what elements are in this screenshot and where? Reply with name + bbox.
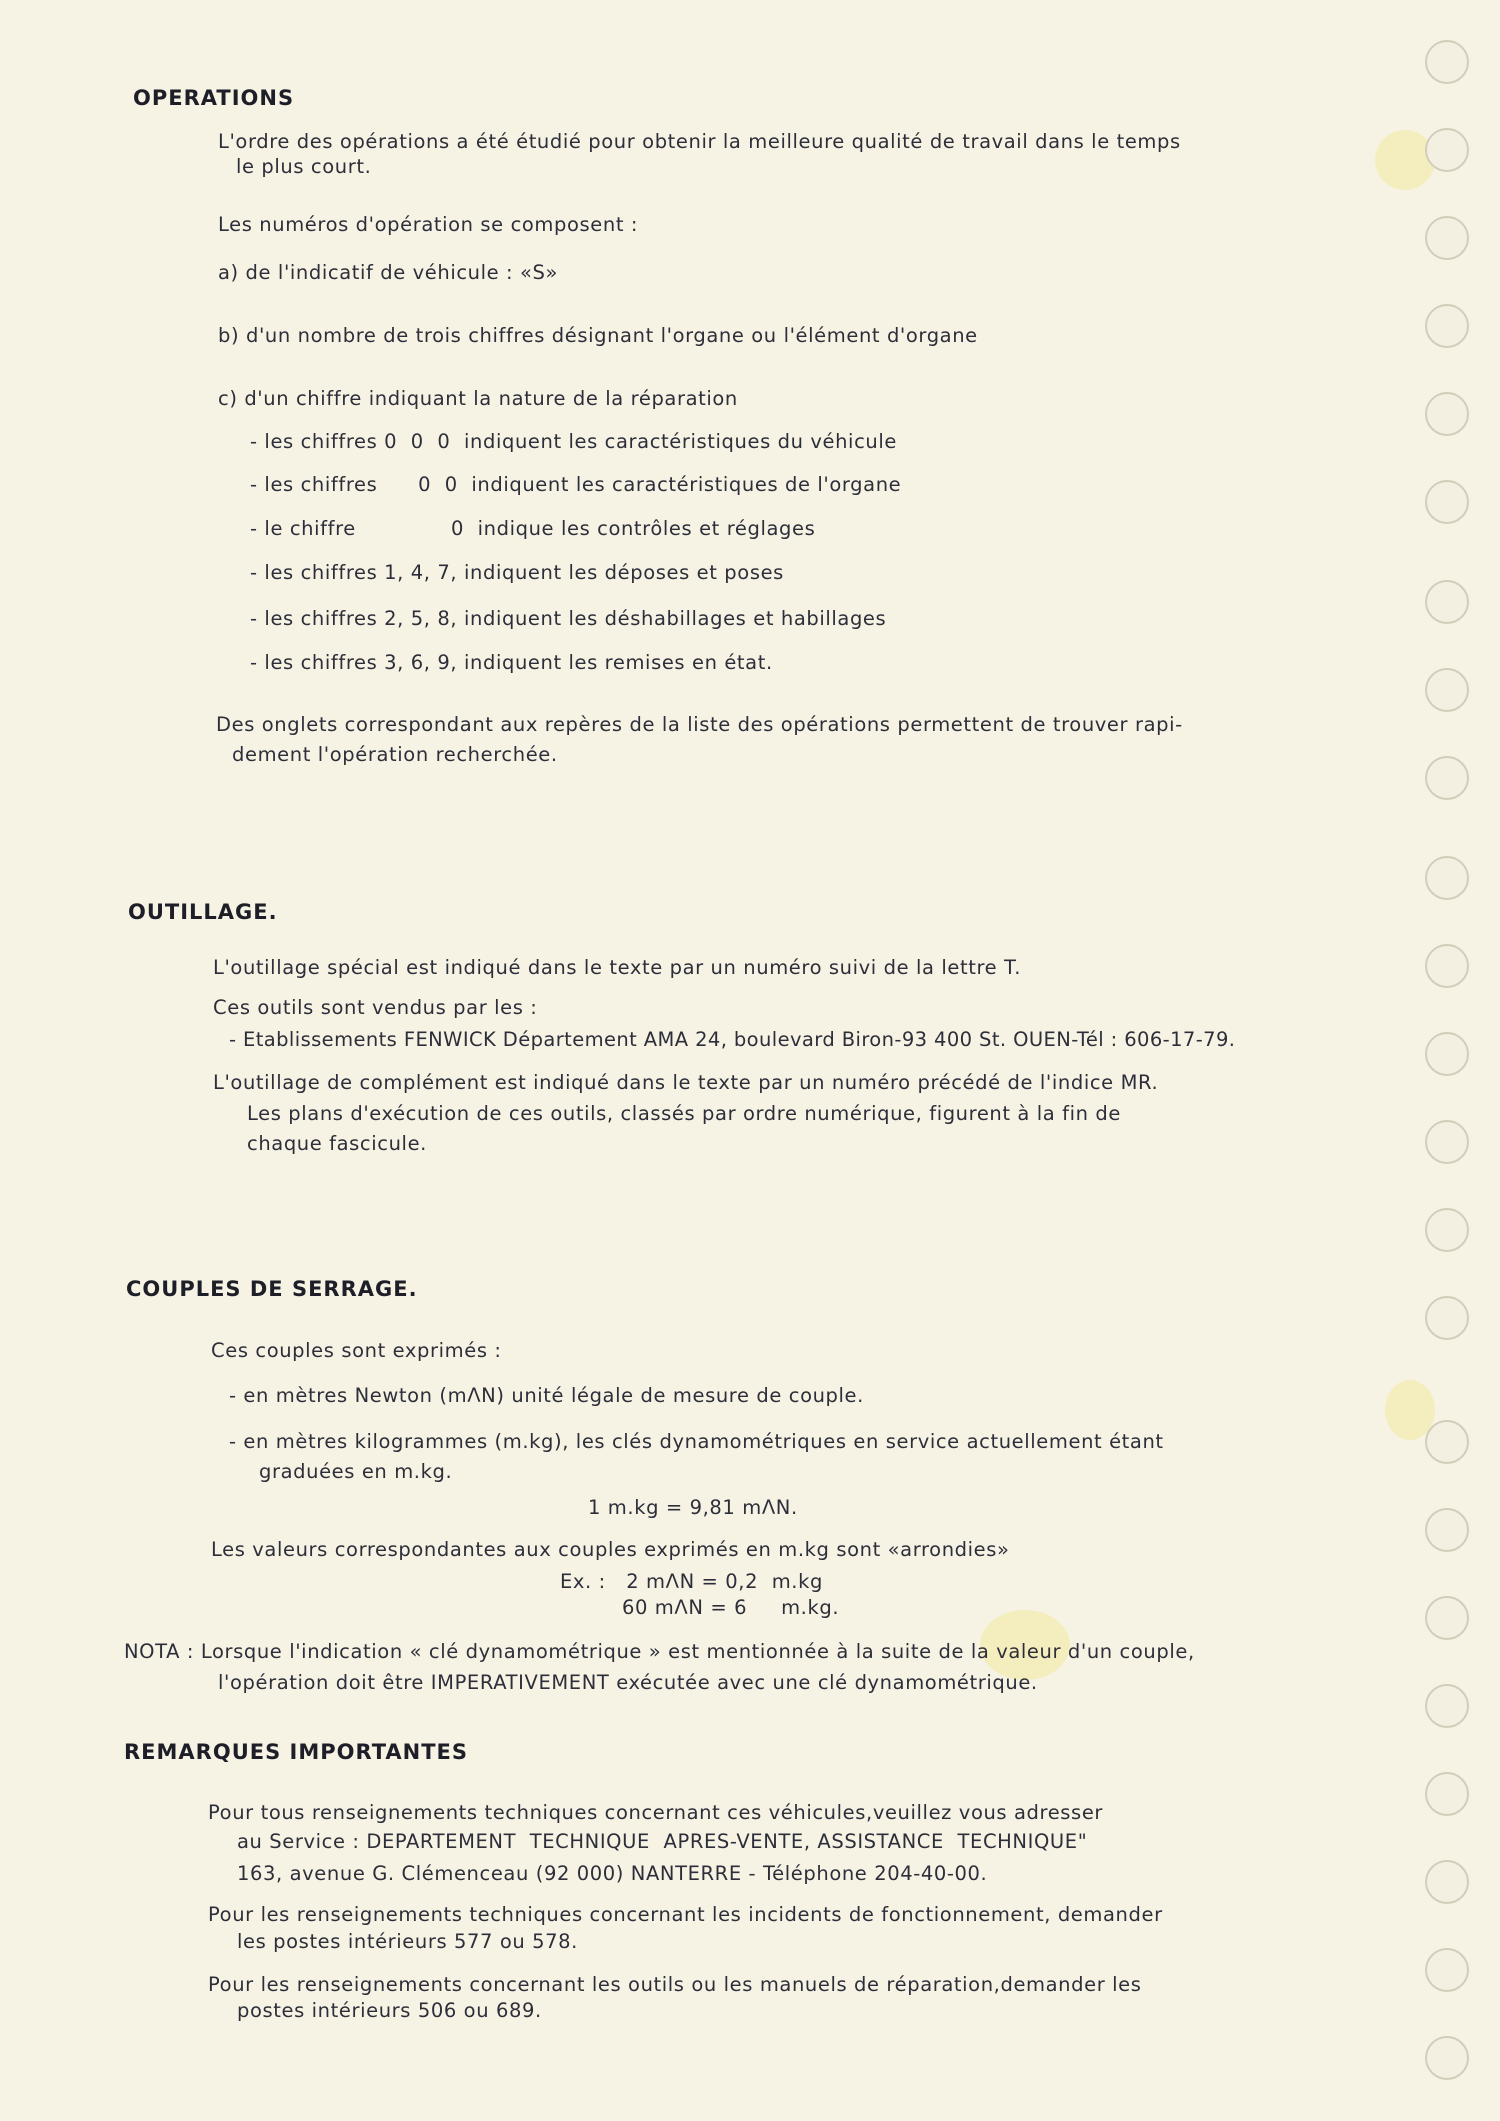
remarques-line-6: Pour les renseignements concernant les outils ou les manuels de réparation,demander les: [208, 1973, 1142, 1996]
nota-line-2: l'opération doit être IMPERATIVEMENT exécutée avec une clé dynamométrique.: [218, 1671, 1038, 1694]
couples-line-1: Ces couples sont exprimés :: [211, 1339, 502, 1362]
list-item: - les chiffres 0 0 indiquent les caractéristiques de l'organe: [250, 473, 902, 496]
outillage-line-2: Ces outils sont vendus par les :: [213, 996, 538, 1019]
tabs-line-1: Des onglets correspondant aux repères de la liste des opérations permettent de trouver rapi-: [216, 713, 1183, 736]
list-item: - les chiffres 1, 4, 7, indiquent les déposes et poses: [250, 561, 784, 584]
remarques-line-5: les postes intérieurs 577 ou 578.: [237, 1930, 578, 1953]
binder-hole: [1425, 1860, 1469, 1904]
couples-line-2: - en mètres Newton (mΛN) unité légale de mesure de couple.: [229, 1384, 864, 1407]
binder-hole: [1425, 1772, 1469, 1816]
operations-intro-line-2: le plus court.: [236, 155, 372, 178]
paper-stain: [1375, 130, 1435, 190]
binder-hole: [1425, 304, 1469, 348]
operations-heading: OPERATIONS: [133, 86, 295, 110]
binder-hole: [1425, 856, 1469, 900]
binder-hole: [1425, 1120, 1469, 1164]
list-item: - le chiffre 0 indique les contrôles et réglages: [250, 517, 816, 540]
binder-hole: [1425, 40, 1469, 84]
couples-line-4: graduées en m.kg.: [259, 1460, 453, 1483]
binder-hole: [1425, 1684, 1469, 1728]
binder-hole: [1425, 1420, 1469, 1464]
equation: 1 m.kg = 9,81 mΛN.: [588, 1496, 798, 1519]
outillage-line-3: - Etablissements FENWICK Département AMA 24, boulevard Biron-93 400 St. OUEN-Tél : 606-17-79.: [229, 1028, 1236, 1051]
nota-line-1: NOTA : Lorsque l'indication « clé dynamométrique » est mentionnée à la suite de la valeur d'un couple,: [124, 1640, 1195, 1663]
item-c: c) d'un chiffre indiquant la nature de la réparation: [218, 387, 738, 410]
remarques-line-3: 163, avenue G. Clémenceau (92 000) NANTERRE - Téléphone 204-40-00.: [237, 1862, 988, 1885]
remarques-line-7: postes intérieurs 506 ou 689.: [237, 1999, 542, 2022]
binder-hole: [1425, 756, 1469, 800]
list-item: - les chiffres 2, 5, 8, indiquent les déshabillages et habillages: [250, 607, 887, 630]
tabs-line-2: dement l'opération recherchée.: [232, 743, 558, 766]
operations-intro-line-1: L'ordre des opérations a été étudié pour obtenir la meilleure qualité de travail dans le temps: [218, 130, 1181, 153]
item-b: b) d'un nombre de trois chiffres désignant l'organe ou l'élément d'organe: [218, 324, 978, 347]
outillage-heading: OUTILLAGE.: [128, 900, 278, 924]
remarques-line-2: au Service : DEPARTEMENT TECHNIQUE APRES-VENTE, ASSISTANCE TECHNIQUE": [237, 1830, 1088, 1853]
example-1: Ex. : 2 mΛN = 0,2 m.kg: [560, 1570, 823, 1593]
list-item: - les chiffres 3, 6, 9, indiquent les remises en état.: [250, 651, 773, 674]
binder-hole: [1425, 1508, 1469, 1552]
item-a: a) de l'indicatif de véhicule : «S»: [218, 261, 559, 284]
list-item: - les chiffres 0 0 0 indiquent les caractéristiques du véhicule: [250, 430, 897, 453]
binder-hole: [1425, 668, 1469, 712]
binder-hole: [1425, 480, 1469, 524]
remarques-line-4: Pour les renseignements techniques concernant les incidents de fonctionnement, demander: [208, 1903, 1163, 1926]
remarques-heading: REMARQUES IMPORTANTES: [124, 1740, 469, 1764]
binder-hole: [1425, 216, 1469, 260]
example-2: 60 mΛN = 6 m.kg.: [622, 1596, 840, 1619]
outillage-line-6: chaque fascicule.: [247, 1132, 427, 1155]
binder-hole: [1425, 1948, 1469, 1992]
binder-hole: [1425, 944, 1469, 988]
couples-line-5: Les valeurs correspondantes aux couples exprimés en m.kg sont «arrondies»: [211, 1538, 1010, 1561]
numbers-intro: Les numéros d'opération se composent :: [218, 213, 639, 236]
outillage-line-4: L'outillage de complément est indiqué dans le texte par un numéro précédé de l'indice MR.: [213, 1071, 1159, 1094]
binder-hole: [1425, 2036, 1469, 2080]
couples-heading: COUPLES DE SERRAGE.: [126, 1277, 418, 1301]
binder-hole: [1425, 1032, 1469, 1076]
binder-hole: [1425, 128, 1469, 172]
binder-hole: [1425, 1596, 1469, 1640]
remarques-line-1: Pour tous renseignements techniques concernant ces véhicules,veuillez vous adresser: [208, 1801, 1104, 1824]
outillage-line-1: L'outillage spécial est indiqué dans le texte par un numéro suivi de la lettre T.: [213, 956, 1022, 979]
binder-hole: [1425, 1296, 1469, 1340]
binder-hole: [1425, 392, 1469, 436]
couples-line-3: - en mètres kilogrammes (m.kg), les clés dynamométriques en service actuellement étant: [229, 1430, 1164, 1453]
outillage-line-5: Les plans d'exécution de ces outils, classés par ordre numérique, figurent à la fin de: [247, 1102, 1121, 1125]
binder-hole: [1425, 1208, 1469, 1252]
binder-hole: [1425, 580, 1469, 624]
